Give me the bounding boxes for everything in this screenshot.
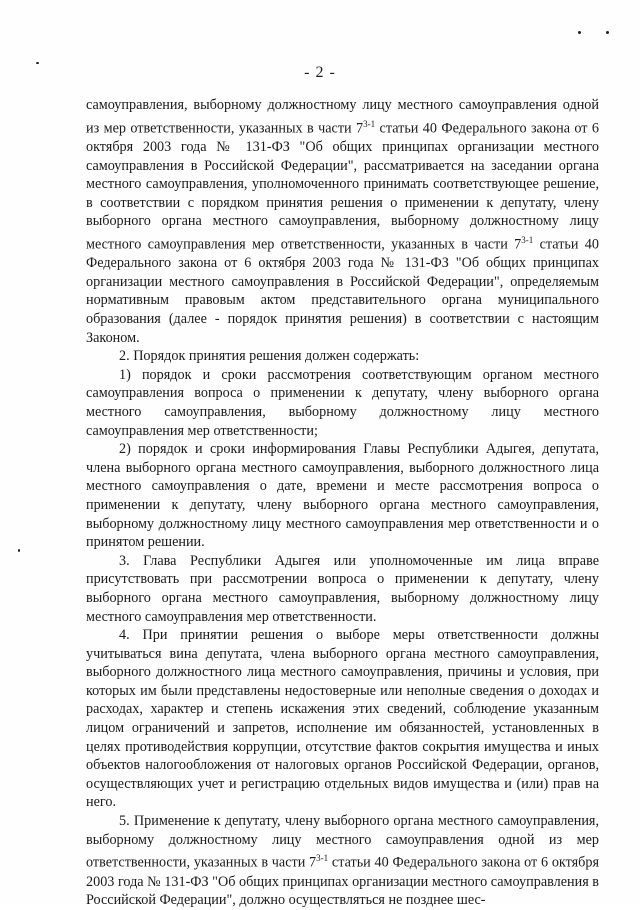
paragraph-continuation (86, 96, 599, 347)
document-body (86, 96, 599, 910)
text-run: статьи 40 Федерального закона от 6 октября 2003 года № 131-ФЗ "Об общих принципах организации местного самоуправления в Российской Федерации", определяемым нормативным правовым актом представительного органа муниципального образования (далее - порядок принятия решения) в соответствии с настоящим Законом. (86, 236, 599, 346)
page-number: - 2 - (304, 64, 336, 81)
scan-speck (578, 31, 581, 34)
paragraph-4: 4. При принятии решения о выборе меры ответственности должны учитываться вина депутата, члена выборного органа местного самоуправления, выборного должностного лица местного самоуправления, причины и условия, при которых им были представлены недостоверные или неполные сведения о доходах и расходах, характер и степень искажения этих сведений, соблюдение указанным лицом ограничений и запретов, исполнение им обязанностей, установленных в целях противодействия коррупции, отсутствие фактов сокрытия имущества и иных объектов налогообложения от налоговых органов Российской Федерации, органов, осуществляющих учет и регистрацию отдельных видов имущества и (или) прав на него. (86, 627, 599, 811)
superscript: 3-1 (316, 853, 329, 864)
superscript: 3-1 (363, 118, 376, 129)
scan-speck (606, 31, 609, 34)
text-run: самоуправления, выборному должностному лицу местного самоуправления одной из мер ответственности, указанных в части 7 (86, 97, 599, 137)
paragraph-2-item-2: 2) порядок и сроки информирования Главы Республики Адыгея, депутата, члена выборного органа местного самоуправления, выборного должностного лица местного самоуправления о дате, времени и месте рассмотрения вопроса о применении к депутату, члену выборного органа местного самоуправления, выборному должностному лицу местного самоуправления мер ответственности и о принятом решении. (86, 441, 599, 551)
superscript: 3-1 (521, 234, 534, 245)
scan-speck (18, 549, 20, 552)
text-run: статьи 40 Федерального закона от 6 октября 2003 года № 131-ФЗ "Об общих принципах организации местного самоуправления в Российской Федерации", рассматривается на заседании органа местного самоуправления, уполномоченного принимать соответствующее решение, в соответствии с порядком принятия решения о применении к депутату, члену выборного органа местного самоуправления, выборному должностному лицу местного самоуправления мер ответственности, указанных в части 7 (86, 120, 599, 253)
text-run: статьи 40 Федерального закона от 6 октября 2003 года № 131-ФЗ "Об общих принципах организации местного самоуправления в Российской Федерации", должно осуществляться не позднее шес- (86, 854, 599, 909)
paragraph-5 (86, 812, 599, 910)
paragraph-3: 3. Глава Республики Адыгея или уполномоченные им лица вправе присутствовать при рассмотрении вопроса о применении к депутату, члену выборного органа местного самоуправления, выборному должностному лицу местного самоуправления мер ответственности. (86, 552, 599, 625)
paragraph-2: 2. Порядок принятия решения должен содержать: (119, 348, 420, 365)
paragraph-2-item-1: 1) порядок и сроки рассмотрения соответствующим органом местного самоуправления вопроса о применении к депутату, члену выборного органа местного самоуправления, выборному должностному лицу местного самоуправления мер ответственности; (86, 366, 599, 439)
text-run: 5. Применение к депутату, члену выборного органа местного самоуправления, выборному должностному лицу местного самоуправления одной из мер ответственности, указанных в части 7 (86, 813, 599, 871)
